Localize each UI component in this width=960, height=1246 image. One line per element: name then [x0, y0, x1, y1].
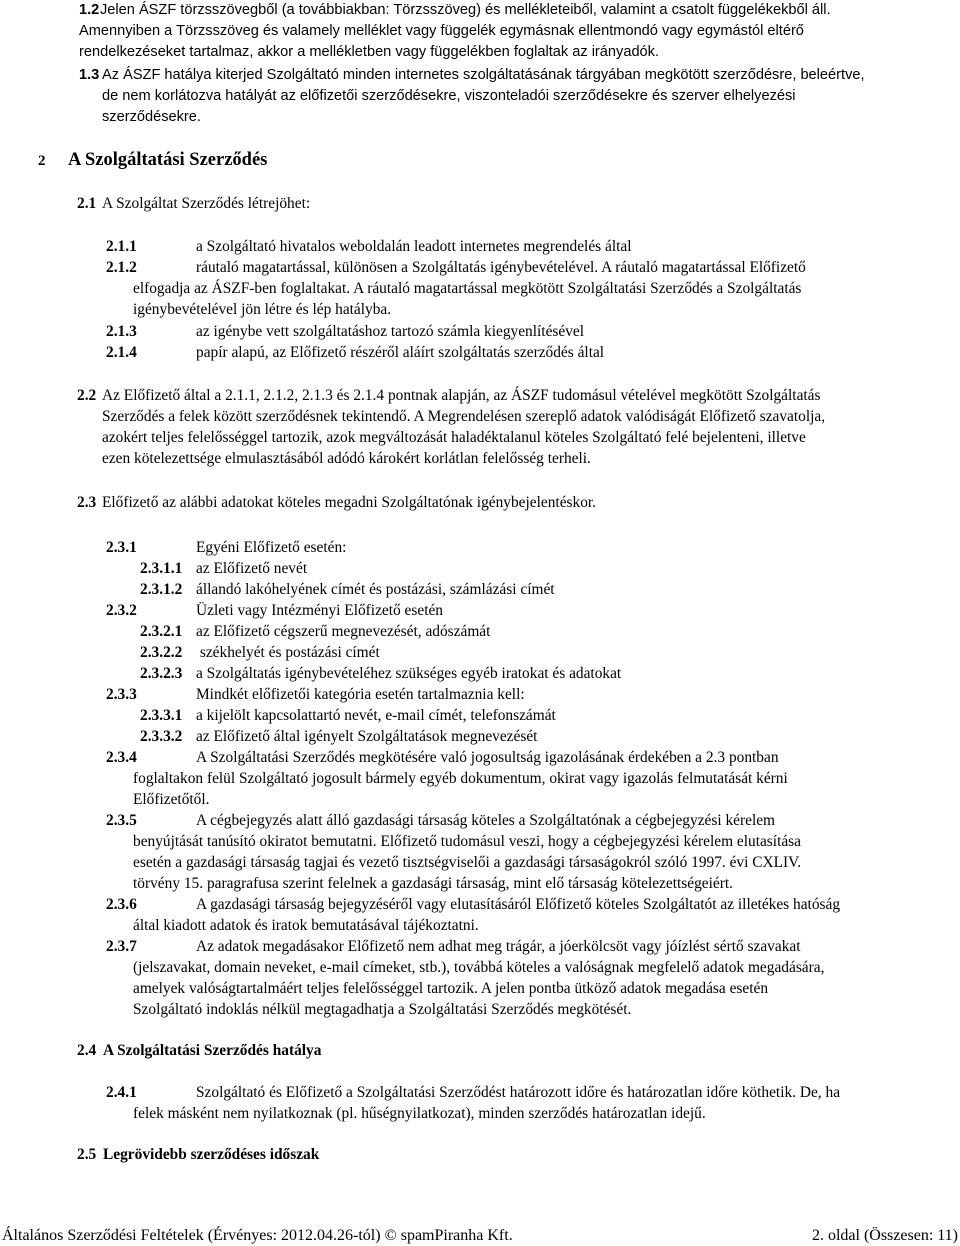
section-title: Legrövidebb szerződéses időszak: [103, 1146, 320, 1163]
section-text: Előfizető az alábbi adatokat köteles megadni Szolgáltatónak igénybejelentéskor.: [102, 494, 597, 511]
item-line: az igénybe vett szolgáltatáshoz tartozó számla kiegyenlítésével: [196, 323, 585, 340]
item-number: 2.3.6: [106, 896, 137, 913]
item-line: Szolgáltató és Előfizető a Szolgáltatási Szerződést határozott időre és határozatlan időre köthetik. De, ha: [196, 1084, 841, 1101]
item-number: 2.3.5: [106, 812, 137, 829]
subitem-text: az Előfizető cégszerű megnevezését, adószámát: [196, 623, 491, 640]
item-line: igénybevételével jön létre és lép hatályba.: [133, 301, 392, 318]
paragraph-line: Az Előfizető által a 2.1.1, 2.1.2, 2.1.3 és 2.1.4 pontnak alapján, az ÁSZF tudomásul vételével megkötött Szolgáltatás: [102, 387, 821, 404]
item-line: Előfizetőtől.: [133, 791, 210, 808]
item-line: A gazdasági társaság bejegyzéséről vagy elutasításáról Előfizető köteles Szolgáltatót az illetékes hatóság: [196, 896, 841, 913]
subitem-number: 2.3.2.3: [140, 665, 183, 682]
paragraph-line: Jelen ÁSZF törzsszövegből (a továbbiakban: Törzsszöveg) és mellékleteiből, valamint a csatolt függelékekből áll.: [100, 2, 831, 18]
section-text: A Szolgáltat Szerződés létrejöhet:: [102, 195, 311, 212]
section-number: 1.3: [79, 67, 100, 83]
subitem-text: állandó lakóhelyének címét és postázási, számlázási címét: [196, 581, 555, 598]
item-line: A cégbejegyzés alatt álló gazdasági társaság köteles a Szolgáltatónak a cégbejegyzési kérelem: [196, 812, 776, 829]
item-number: 2.3.3: [106, 686, 137, 703]
subitem-text: a Szolgáltatás igénybevételéhez szükséges egyéb iratokat és adatokat: [196, 665, 622, 682]
section-number: 1.2: [79, 2, 100, 18]
section-number: 2.3: [77, 494, 97, 511]
chapter-title: A Szolgáltatási Szerződés: [68, 150, 268, 170]
paragraph-line: rendelkezéseket tartalmaz, akkor a mellékletben vagy függelékben foglaltak az irányadók.: [79, 44, 660, 60]
item-number: 2.1.3: [106, 323, 137, 340]
item-line: ráutaló magatartással, különösen a Szolgáltatás igénybevételével. A ráutaló magatartással Előfizető: [196, 259, 806, 276]
subitem-number: 2.3.2.2: [140, 644, 183, 661]
subitem-number: 2.3.1.2: [140, 581, 183, 598]
subitem-text: a kijelölt kapcsolattartó nevét, e-mail címét, telefonszámát: [196, 707, 556, 724]
item-number: 2.3.4: [106, 749, 137, 766]
paragraph-line: Szerződés a felek között szerződésnek tekintendő. A Megrendelésen szereplő adatok valódiságát Előfizető szavatolja,: [102, 408, 826, 425]
section-number: 2.2: [77, 387, 97, 404]
section-number: 2.5: [77, 1146, 97, 1163]
subitem-number: 2.3.2.1: [140, 623, 183, 640]
paragraph-line: azokért teljes felelősséggel tartozik, azok megváltozását haladéktalanul köteles Szolgáltató felé bejelenteni, illetve: [102, 429, 806, 446]
subitem-text: az Előfizető által igényelt Szolgáltatások megnevezését: [196, 728, 538, 745]
item-number: 2.1.1: [106, 238, 137, 255]
subitem-number: 2.3.3.1: [140, 707, 183, 724]
subitem-text: székhelyét és postázási címét: [196, 644, 380, 661]
section-number: 2.4: [77, 1042, 97, 1059]
paragraph-line: Az ÁSZF hatálya kiterjed Szolgáltató minden internetes szolgáltatásának tárgyában megkötött szerződésre, beleértve,: [102, 67, 865, 83]
subitem-text: az Előfizető nevét: [196, 560, 308, 577]
item-text: Mindkét előfizetői kategória esetén tartalmaznia kell:: [196, 686, 525, 703]
item-line: Az adatok megadásakor Előfizető nem adhat meg trágár, a jóerkölcsöt vagy jóízlést sértő szavakat: [196, 938, 801, 955]
paragraph-line: szerződésekre.: [102, 109, 201, 125]
section-title: A Szolgáltatási Szerződés hatálya: [103, 1042, 322, 1059]
item-line: papír alapú, az Előfizető részéről aláírt szolgáltatás szerződés által: [196, 344, 605, 361]
item-number: 2.1.4: [106, 344, 137, 361]
item-line: (jelszavakat, domain neveket, e-mail címeket, stb.), továbbá köteles a valóságnak megfelelő adatok megadására,: [133, 959, 825, 976]
item-number: 2.3.2: [106, 602, 137, 619]
item-number: 2.4.1: [106, 1084, 137, 1101]
item-line: által kiadott adatok és iratok bemutatásával tájékoztatni.: [133, 917, 479, 934]
subitem-number: 2.3.1.1: [140, 560, 183, 577]
item-line: felek másként nem nyilatkoznak (pl. hűségnyilatkozat), minden szerződés határozatlan idejű.: [133, 1105, 706, 1122]
item-line: Szolgáltató indoklás nélkül megtagadhatja a Szolgáltatási Szerződés megkötését.: [133, 1001, 632, 1018]
section-number: 2.1: [77, 195, 97, 212]
item-number: 2.1.2: [106, 259, 137, 276]
paragraph-line: de nem korlátozva hatályát az előfizetői szerződésekre, viszonteladói szerződésekre és szerver elhelyezési: [102, 88, 796, 104]
footer-document-info: Általános Szerződési Feltételek (Érvényes: 2012.04.26-tól) © spamPiranha Kft.: [2, 1227, 513, 1244]
item-line: a Szolgáltató hivatalos weboldalán leadott internetes megrendelés által: [196, 238, 632, 255]
item-number: 2.3.7: [106, 938, 137, 955]
item-line: A Szolgáltatási Szerződés megkötésére való jogosultság igazolásának érdekében a 2.3 pontban: [196, 749, 779, 766]
item-line: esetén a gazdasági társaság tagjai és vezető tisztségviselői a gazdasági társaságokról szóló 1997. évi CXLIV.: [133, 854, 802, 871]
item-text: Üzleti vagy Intézményi Előfizető esetén: [196, 602, 444, 619]
paragraph-line: ezen kötelezettsége elmulasztásából adódó károkért korlátlan felelősség terheli.: [102, 450, 591, 467]
paragraph-line: Amennyiben a Törzsszöveg és valamely melléklet vagy függelék egymásnak ellentmondó vagy egymástól eltérő: [79, 23, 804, 39]
item-line: benyújtását tanúsító okiratot bemutatni. Előfizető tudomásul veszi, hogy a cégbejegyzési kérelem elutasítása: [133, 833, 802, 850]
item-line: elfogadja az ÁSZF-ben foglaltakat. A ráutaló magatartással megkötött Szolgáltatási Szerződés a Szolgáltatás: [133, 280, 802, 297]
item-line: amelyek valóságtartalmáért teljes felelősséggel tartozik. A jelen pontba ütköző adatok megadása esetén: [133, 980, 769, 997]
chapter-number: 2: [38, 153, 46, 169]
item-line: foglaltakon felül Szolgáltató jogosult bármely egyéb dokumentum, okirat vagy igazolás felmutatását kérni: [133, 770, 788, 787]
subitem-number: 2.3.3.2: [140, 728, 183, 745]
item-line: törvény 15. paragrafusa szerint felelnek a gazdasági társaság, mint elő társaság kötelezettségeiért.: [133, 875, 733, 892]
item-number: 2.3.1: [106, 539, 137, 556]
footer-page-number: 2. oldal (Összesen: 11): [811, 1227, 958, 1244]
item-text: Egyéni Előfizető esetén:: [196, 539, 347, 556]
